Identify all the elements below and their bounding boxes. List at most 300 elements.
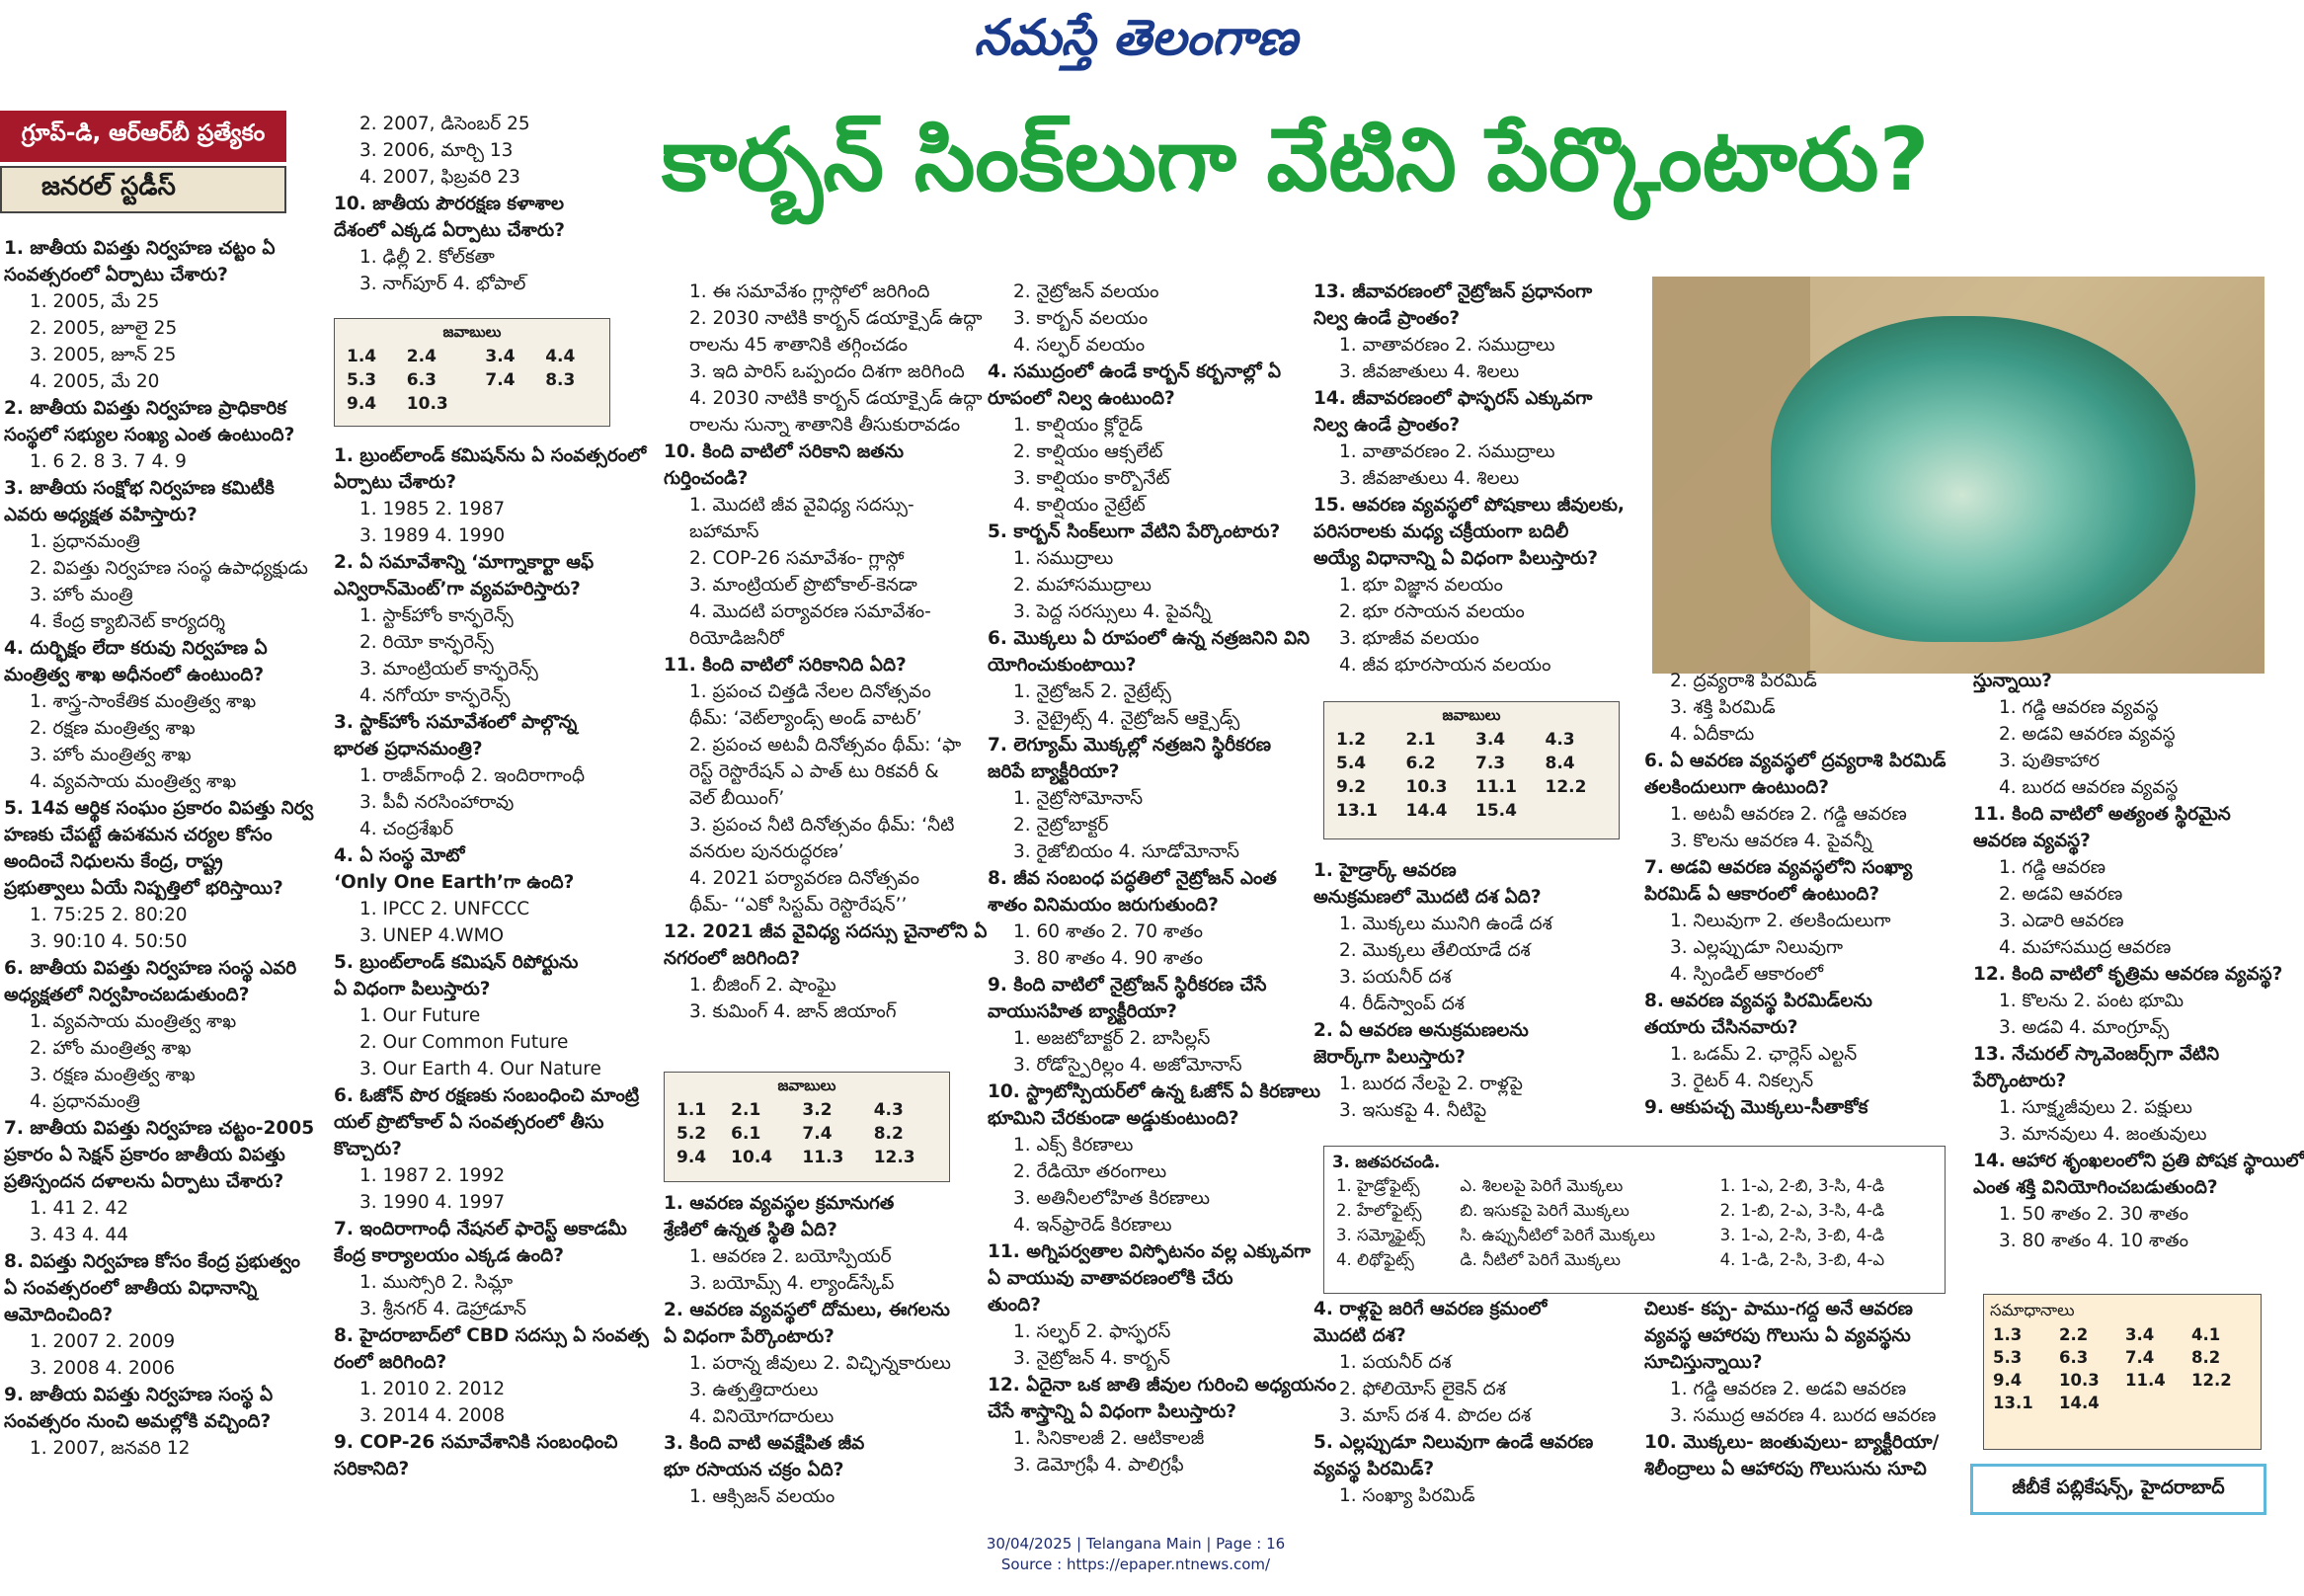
option-line: వనరుల పునరుద్ధరణ’ [689, 841, 844, 862]
answer-cell: 6.1 [731, 1124, 761, 1144]
option-line: 3. ఉత్పత్తిదారులు [689, 1380, 819, 1400]
question-line: 13. నేచురల్‌ స్కావెంజర్స్‌గా వేటిని [1973, 1044, 2220, 1065]
option-line: 4. 2007, ఫిబ్రవరి 23 [359, 167, 520, 188]
option-line: 4. ప్రధానమంత్రి [30, 1091, 140, 1112]
answer-cell: 1.4 [347, 347, 377, 366]
option-line: వెల్‌ బీయింగ్‌’ [689, 788, 785, 809]
option-line: 4. వ్యవసాయ మంత్రిత్వ శాఖ [30, 771, 237, 792]
question-line: 6. జాతీయ విపత్తు నిర్వహణ సంస్థ ఎవరి [4, 958, 297, 979]
answer-box-1 [334, 318, 610, 427]
match-row [1332, 1225, 1937, 1249]
question-line: 8. ఆవరణ వ్యవస్థ పిరమిడ్‌లను [1644, 991, 1872, 1011]
question-line: శ్రేణిలో ఉన్నత స్థితి ఏది? [664, 1220, 837, 1240]
option-line: 3. శ్రీనగర్‌ 4. డెహ్రాడూన్‌ [359, 1299, 527, 1319]
option-line: 2. కాల్షియం ఆక్సలేట్‌ [1013, 441, 1163, 462]
option-line: 4. బురద ఆవరణ వ్యవస్థ [1999, 777, 2179, 798]
answer-cell: 3.4 [1475, 730, 1506, 750]
option-line: 1. 50 శాతం 2. 30 శాతం [1999, 1204, 2188, 1225]
question-line: జెరార్క్‌గా పిలుస్తారు? [1313, 1047, 1466, 1068]
option-line: 3. హోం మంత్రి [30, 585, 133, 605]
option-line: 1. 2007, జనవరి 12 [30, 1438, 191, 1459]
answer-cell: 6.3 [406, 370, 437, 390]
question-line: మొదటి దశ? [1313, 1325, 1406, 1346]
question-line: కేంద్ర కార్యాలయం ఎక్కడ ఉంది? [334, 1245, 564, 1266]
answer-cell: 11.4 [2125, 1371, 2166, 1390]
answer-cell: 4.3 [1545, 730, 1575, 750]
question-line: 11. కింది వాటిలో సరికానిది ఏది? [664, 655, 907, 676]
option-line: 1. 6 2. 8 3. 7 4. 9 [30, 451, 187, 472]
question-line: మంత్రిత్వ శాఖ అధీనంలో ఉంటుంది? [4, 665, 265, 685]
option-line: 3. 2005, జూన్‌ 25 [30, 345, 177, 365]
option-line: 1. గడ్డి ఆవరణ 2. అడవి ఆవరణ [1670, 1379, 1907, 1399]
question-line: 2. ఆవరణ వ్యవస్థలో దోమలు, ఈగలను [664, 1300, 950, 1320]
question-line: తయారు చేసినవారు? [1644, 1017, 1798, 1038]
option-line: రాలను 45 శాతానికి తగ్గించడం [689, 335, 909, 356]
question-line: ఏ వాయువు వాతావరణంలోకి చేరు [988, 1268, 1233, 1289]
answer-row [343, 345, 601, 368]
answer-cell: 3.4 [2125, 1325, 2155, 1344]
option-line: 1. ముస్సోరి 2. సిమ్లా [359, 1272, 514, 1293]
option-line: 1. మొక్కలు మునిగి ఉండే దశ [1339, 914, 1552, 934]
question-line: పేర్కొంటారు? [1973, 1071, 2067, 1091]
answer-cell: 4.1 [2191, 1325, 2221, 1344]
option-line: 1. 2010 2. 2012 [359, 1379, 506, 1399]
option-line: 3. సముద్ర ఆవరణ 4. బురద ఆవరణ [1670, 1405, 1937, 1426]
match-mid-cell: ఎ. శిలలపై పెరిగే మొక్కలు [1460, 1176, 1624, 1195]
option-line: 4. జీవ భూరసాయన వలయం [1339, 655, 1551, 676]
option-line: 4. మొదటి పర్యావరణ సమావేశం- [689, 601, 931, 622]
option-line: 1. సినికాలజీ 2. ఆటికాలజీ [1013, 1428, 1205, 1449]
option-line: 1. స్టాక్‌హోం కాన్ఫరెన్స్‌ [359, 605, 514, 626]
question-line: ‘Only One Earth’గా ఉంది? [334, 872, 575, 893]
option-line: 1. Our Future [359, 1005, 481, 1026]
option-line: 3. కార్బన్‌ వలయం [1013, 308, 1149, 329]
answer-cell: 2.1 [1405, 730, 1436, 750]
question-line: ఆమోదించింది? [4, 1305, 114, 1325]
match-left-cell: 2. హేలోఫైట్స్‌ [1336, 1201, 1422, 1220]
question-line: పిరమిడ్‌ ఏ ఆకారంలో ఉంటుంది? [1644, 884, 1880, 905]
question-line: 6. మొక్కలు ఏ రూపంలో ఉన్న నత్రజనిని విని [988, 628, 1311, 649]
option-line: 3. 43 4. 44 [30, 1225, 129, 1245]
option-line: 3. మాంట్రియల్‌ ప్రొటోకాల్‌-కెనడా [689, 575, 917, 596]
question-line: 4. రాళ్లపై జరిగే ఆవరణ క్రమంలో [1313, 1299, 1548, 1319]
option-line: 4. సల్ఫర్‌ వలయం [1013, 335, 1146, 356]
column-6 [1644, 668, 1980, 1132]
question-line: ప్రకారం ఏ సెక్షన్‌ ప్రకారం జాతీయ విపత్తు [4, 1145, 285, 1165]
column-5-bottom [1313, 857, 1649, 1134]
match-left-cell: 3. సమ్మోఫైట్స్‌ [1336, 1226, 1425, 1244]
question-line: నిల్వ ఉండే ప్రాంతం? [1313, 415, 1461, 436]
question-line: అయ్యే విధానాన్ని ఏ విధంగా పిలుస్తారు? [1313, 548, 1599, 569]
option-line: 3. కుమింగ్‌ 4. జాన్‌ జియాంగ్‌ [689, 1001, 897, 1022]
column-2-bottom [334, 442, 650, 1509]
question-line: 9. COP-26 సమావేశానికి సంబంధించి [334, 1432, 618, 1453]
question-line: ఏ విధంగా పిలుస్తారు? [334, 979, 491, 999]
question-line: జరిపే బ్యాక్టీరియా? [988, 761, 1120, 782]
question-line: సంవత్సరం నుంచి అమల్లోకి వచ్చింది? [4, 1411, 272, 1432]
match-row [1332, 1200, 1937, 1225]
column-6-bottom [1644, 1296, 1980, 1493]
answer-cell: 13.1 [1993, 1394, 2033, 1412]
option-line: 1. అజటోబాక్టర్‌ 2. బాసిల్లస్‌ [1013, 1028, 1211, 1049]
question-line: 11. అగ్నిపర్వతాల విస్ఫోటనం వల్ల ఎక్కువగా [988, 1241, 1311, 1262]
question-line: 7. జాతీయ విపత్తు నిర్వహణ చట్టం-2005 [4, 1118, 315, 1139]
column-3-bottom [664, 1190, 985, 1516]
answer-cell: 10.3 [1405, 777, 1448, 797]
match-table [1332, 1175, 1937, 1274]
option-line: 2. రక్షణ మంత్రిత్వ శాఖ [30, 718, 196, 739]
option-line: 1. కాల్షియం క్లోరైడ్‌ [1013, 415, 1144, 436]
option-line: 3. కొలను ఆవరణ 4. పైవన్నీ [1670, 831, 1872, 851]
option-line: 3. పెద్ద సరస్సులు 4. పైవన్నీ [1013, 601, 1212, 622]
answer-row [1990, 1392, 2255, 1414]
option-line: 2. అడవి ఆవరణ వ్యవస్థ [1999, 724, 2176, 745]
answer-cell: 1.2 [1336, 730, 1367, 750]
question-line: వ్యవస్థ పిరమిడ్‌? [1313, 1459, 1435, 1479]
option-line: 4. కేంద్ర క్యాబినెట్‌ కార్యదర్శి [30, 611, 225, 632]
question-line: సంస్థలో సభ్యుల సంఖ్య ఎంత ఉంటుంది? [4, 425, 295, 445]
option-line: 2. మొక్కలు తేలియాడే దశ [1339, 940, 1531, 961]
match-right-cell: 4. 1-డి, 2-సి, 3-బి, 4-ఎ [1719, 1250, 1885, 1269]
option-line: 1. వ్యవసాయ మంత్రిత్వ శాఖ [30, 1011, 237, 1032]
option-line: 3. రోడోస్పైరిల్లం 4. అజోమోనాస్‌ [1013, 1055, 1242, 1076]
option-line: 1. ఎక్స్‌ కిరణాలు [1013, 1135, 1134, 1156]
question-line: 9. జాతీయ విపత్తు నిర్వహణ సంస్థ ఏ [4, 1385, 274, 1405]
option-line: 3. జీవజాతులు 4. శిలలు [1339, 468, 1520, 489]
option-line: 4. మహాసముద్ర ఆవరణ [1999, 937, 2172, 958]
answer-table [1332, 728, 1611, 823]
answer-cell: 2.4 [406, 347, 437, 366]
option-line: 2. COP-26 సమావేశం- గ్లాస్గో [689, 548, 905, 569]
question-line: 7. ఇందిరాగాంధీ నేషనల్‌ ఫారెస్ట్‌ అకాడమీ [334, 1219, 627, 1239]
option-line: 4. స్పిండిల్‌ ఆకారంలో [1670, 964, 1824, 985]
question-line: అనుక్రమణలో మొదటి దశ ఏది? [1313, 887, 1542, 908]
answer-cell: 8.2 [873, 1124, 904, 1144]
option-line: 3. ఎల్లప్పుడూ నిలువుగా [1670, 937, 1844, 958]
option-line: 1. గడ్డి ఆవరణ వ్యవస్థ [1999, 697, 2159, 718]
answer-row [343, 368, 601, 392]
footer-date-line: 30/04/2025 | Telangana Main | Page : 16 [986, 1535, 1286, 1553]
question-line: చేసే శాస్త్రాన్ని ఏ విధంగా పిలుస్తారు? [988, 1401, 1236, 1422]
option-line: 1. నిలువుగా 2. తలకిందులుగా [1670, 911, 1891, 931]
question-line: 15. ఆవరణ వ్యవస్థలో పోషకాలు జీవులకు, [1313, 495, 1625, 516]
answer-row [1332, 775, 1611, 799]
option-line: 3. రైటర్‌ 4. నికల్సన్‌ [1670, 1071, 1814, 1091]
satellite-photo [1652, 277, 2264, 674]
question-line: ఆవరణ వ్యవస్థ? [1973, 831, 2091, 851]
question-line: 4. సముద్రంలో ఉండే కార్బన్‌ కర్బనాల్లో ఏ [988, 361, 1282, 382]
question-line: 12. ఏదైనా ఒక జాతి జీవుల గురించి అధ్యయనం [988, 1375, 1337, 1396]
answer-cell: 9.4 [676, 1148, 707, 1167]
question-line: 5. ఎల్లప్పుడూ నిలువుగా ఉండే ఆవరణ [1313, 1432, 1594, 1453]
answer-cell [2188, 1392, 2255, 1414]
answer-cell: 8.4 [1545, 754, 1575, 773]
match-right-cell: 2. 1-బి, 2-ఎ, 3-సి, 4-డి [1719, 1201, 1885, 1220]
option-line: 1. బురద నేలపై 2. రాళ్లపై [1339, 1074, 1523, 1094]
answer-cell: 10.3 [406, 394, 448, 414]
photo-algal-bloom [1771, 316, 2195, 642]
question-line: యల్‌ ప్రొటోకాల్‌ ఏ సంవత్సరంలో తీసు [334, 1112, 604, 1133]
question-line: కొచ్చారు? [334, 1139, 402, 1159]
question-line: 5. బ్రుంట్‌లాండ్‌ కమిషన్‌ రిపోర్టును [334, 952, 579, 973]
question-line: 5. 14వ ఆర్థిక సంఘం ప్రకారం విపత్తు నిర్వ [4, 798, 314, 819]
option-line: 4. నగోయా కాన్ఫరెన్స్‌ [359, 685, 511, 706]
question-line: 1. హైడ్రార్క్‌ ఆవరణ [1313, 860, 1457, 881]
option-line: 1. పయనీర్‌ దశ [1339, 1352, 1452, 1373]
match-left-cell: 1. హైడ్రోఫైట్స్‌ [1336, 1176, 1420, 1195]
option-line: 1. మొదటి జీవ వైవిధ్య సదస్సు- [689, 495, 914, 516]
question-line: 12. 2021 జీవ వైవిధ్య సదస్సు చైనాలోని ఏ [664, 921, 988, 942]
option-line: 3. భూజీవ వలయం [1339, 628, 1479, 649]
option-line: 2. హోం మంత్రిత్వ శాఖ [30, 1038, 192, 1059]
question-line: 12. కింది వాటిలో కృత్రిమ ఆవరణ వ్యవస్థ? [1973, 964, 2283, 985]
question-line: 10. జాతీయ పౌరరక్షణ కళాశాల [334, 194, 564, 214]
match-row [1332, 1175, 1937, 1200]
option-line: 2. రేడియో తరంగాలు [1013, 1161, 1167, 1182]
answer-cell: 2.1 [731, 1100, 761, 1120]
question-line: 9. ఆకుపచ్చ మొక్కలు-సీతాకోక [1644, 1097, 1868, 1118]
option-line: 1. ఆవరణ 2. బయోస్పియర్‌ [689, 1246, 892, 1267]
option-line: 2. 2007, డిసెంబర్‌ 25 [359, 114, 530, 134]
option-line: 1. వాతావరణం 2. సముద్రాలు [1339, 335, 1555, 356]
question-line: గుర్తించండి? [664, 468, 749, 489]
option-line: 2. రియో కాన్ఫరెన్స్‌ [359, 632, 494, 653]
column-1 [4, 235, 325, 1460]
option-line: 3. హోం మంత్రిత్వ శాఖ [30, 745, 192, 765]
option-line: 3. శక్తి పిరమిడ్‌ [1670, 697, 1776, 718]
option-line: 1. బీజింగ్‌ 2. షాంఘై [689, 975, 836, 996]
option-line: 3. నైట్రోజన్‌ 4. కార్బన్‌ [1013, 1348, 1170, 1369]
answer-cell: 4.4 [545, 347, 576, 366]
question-line: రూపంలో నిల్వ ఉంటుంది? [988, 388, 1175, 409]
answer-cell [541, 392, 601, 416]
answer-box-3 [1323, 701, 1620, 839]
option-line: 1. సముద్రాలు [1013, 548, 1114, 569]
headline: కార్బన్‌ సింక్‌లుగా వేటిని పేర్కొంటారు? [662, 109, 1930, 210]
column-5-last [1313, 1296, 1649, 1518]
answer-box-title: జవాబులు [1442, 706, 1501, 724]
answer-cell: 7.4 [2125, 1348, 2155, 1367]
column-7 [1973, 668, 2304, 1280]
option-line: 1. గడ్డి ఆవరణ [1999, 857, 2106, 878]
question-line: 8. విపత్తు నిర్వహణ కోసం కేంద్ర ప్రభుత్వం [4, 1251, 300, 1272]
option-line: 1. సల్ఫర్‌ 2. ఫాస్ఫరస్‌ [1013, 1321, 1171, 1342]
question-line: 3. కింది వాటి అవక్షేపిత జీవ [664, 1433, 865, 1454]
answer-cell: 12.2 [2191, 1371, 2232, 1390]
option-line: 1. 75:25 2. 80:20 [30, 905, 188, 925]
option-line: 4. 2005, మే 20 [30, 371, 160, 392]
option-line: రియోడిజనీరో [689, 628, 784, 649]
option-line: 3. పుతికాహార [1999, 751, 2101, 771]
option-line: 4. ఇన్‌ఫ్రారెడ్‌ కిరణాలు [1013, 1215, 1172, 1236]
answer-row [1990, 1346, 2255, 1369]
option-line: 2. నైట్రోజన్‌ వలయం [1013, 281, 1159, 302]
answer-cell: 3.2 [802, 1100, 833, 1120]
option-line: 2. ప్రపంచ అటవీ దినోత్సవం థీమ్‌: ‘ఫా [689, 735, 962, 756]
answer-cell [1542, 799, 1612, 823]
option-line: 1. సూక్ష్మజీవులు 2. పక్షులు [1999, 1097, 2192, 1118]
question-line: రంలో జరిగింది? [334, 1352, 447, 1373]
question-line: భారత ప్రధానమంత్రి? [334, 739, 483, 759]
option-line: 2. మహాసముద్రాలు [1013, 575, 1152, 596]
answer-cell [2122, 1392, 2188, 1414]
option-line: 3. UNEP 4.WMO [359, 925, 505, 946]
question-line: ఎవరు అధ్యక్షత వహిస్తారు? [4, 505, 198, 525]
option-line: 1. ఒడమ్‌ 2. ఛార్లెస్‌ ఎల్టన్‌ [1670, 1044, 1858, 1065]
option-line: 3. ఎడారి ఆవరణ [1999, 911, 2124, 931]
answer-cell: 8.3 [545, 370, 576, 390]
answer-cell: 5.4 [1336, 754, 1367, 773]
question-line: సరికానిది? [334, 1459, 410, 1479]
question-line: శాతం వినిమయం జరుగుతుంది? [988, 895, 1219, 916]
masthead-logo: నమస్తే తెలంగాణ [974, 8, 1298, 66]
section-title: జనరల్‌ స్టడీస్‌ [0, 166, 286, 213]
answer-cell: 7.4 [485, 370, 516, 390]
option-line: 1. 1987 2. 1992 [359, 1165, 506, 1186]
answer-cell: 5.3 [1993, 1348, 2023, 1367]
answer-row [1332, 728, 1611, 752]
answer-row [1990, 1369, 2255, 1392]
match-row [1332, 1249, 1937, 1274]
footer-source-line: Source : https://epaper.ntnews.com/ [1000, 1556, 1271, 1573]
option-line: థీమ్‌- ‘‘ఎకో సిస్టమ్‌ రెస్టొరేషన్‌’’ [689, 895, 908, 916]
question-line: నిల్వ ఉండే ప్రాంతం? [1313, 308, 1461, 329]
option-line: 3. డెమోగ్రఫీ 4. పాలిగ్రఫీ [1013, 1455, 1184, 1476]
option-line: 2. అడవి ఆవరణ [1999, 884, 2123, 905]
option-line: 4. వినియోగదారులు [689, 1406, 834, 1427]
match-right-cell: 3. 1-ఎ, 2-సి, 3-బి, 4-డి [1719, 1226, 1885, 1244]
answer-row [673, 1146, 941, 1169]
question-line: ఏ విధంగా పేర్కొంటారు? [664, 1326, 834, 1347]
answer-cell: 7.3 [1475, 754, 1506, 773]
question-line: 10. కింది వాటిలో సరికాని జతను [664, 441, 905, 462]
option-line: 3. 2006, మార్చి 13 [359, 140, 514, 161]
option-line: థీమ్‌: ‘వెట్‌ల్యాండ్స్‌ అండ్‌ వాటర్‌’ [689, 708, 922, 729]
option-line: 2. 2005, జూలై 25 [30, 318, 178, 339]
answer-row [673, 1122, 941, 1146]
question-line: ప్రభుత్వాలు ఏయే నిష్పత్తిలో భరిస్తాయి? [4, 878, 283, 899]
answer-cell: 3.4 [485, 347, 516, 366]
answer-row [1332, 799, 1611, 823]
question-line: 14. ఆహార శృంఖలంలోని ప్రతి పోషక స్థాయిలో [1973, 1151, 2304, 1171]
option-line: 1. 60 శాతం 2. 70 శాతం [1013, 921, 1203, 942]
answer-cell: 11.1 [1475, 777, 1517, 797]
option-line: 2. నైట్రోబాక్టర్‌ [1013, 815, 1109, 836]
option-line: 3. 1990 4. 1997 [359, 1192, 506, 1213]
option-line: 3. 80 శాతం 4. 90 శాతం [1013, 948, 1203, 969]
answer-cell: 7.4 [802, 1124, 833, 1144]
match-mid-cell: బి. ఇసుకపై పెరిగే మొక్కలు [1460, 1201, 1629, 1220]
answer-cell: 5.2 [676, 1124, 707, 1144]
match-right-cell: 1. 1-ఎ, 2-బి, 3-సి, 4-డి [1719, 1176, 1885, 1195]
answer-cell: 14.4 [1405, 801, 1448, 821]
question-line: హణకు చేపట్టే ఉపశమన చర్యల కోసం [4, 825, 273, 845]
answer-cell: 11.3 [802, 1148, 844, 1167]
option-line: 2. ఫోలియోస్‌ లైకెన్‌ దశ [1339, 1379, 1506, 1399]
question-line: 1. జాతీయ విపత్తు నిర్వహణ చట్టం ఏ [4, 238, 276, 259]
option-line: 1. పరాన్న జీవులు 2. విచ్ఛిన్నకారులు [689, 1353, 951, 1374]
question-line: సంవత్సరంలో ఏర్పాటు చేశారు? [4, 265, 228, 285]
question-line: తుంది? [988, 1295, 1041, 1316]
option-line: 3. ఇది పారిస్‌ ఒప్పందం దిశగా జరిగింది [689, 361, 965, 382]
option-line: 3. మాంట్రియల్‌ కాన్ఫరెన్స్‌ [359, 659, 538, 679]
question-line: స్తున్నాయి? [1973, 671, 2052, 691]
question-line: 3. జాతీయ సంక్షోభ నిర్వహణ కమిటీకి [4, 478, 275, 499]
question-line: ఎంత శక్తి వినియోగించబడుతుంది? [1973, 1177, 2218, 1198]
question-line: ఎన్విరాన్‌మెంట్‌’గా వ్యవహరిస్తారు? [334, 579, 581, 599]
question-line: 4. ఏ సంస్థ మోటో [334, 845, 465, 866]
answer-cell: 10.3 [2059, 1371, 2100, 1390]
question-line: దేశంలో ఎక్కడ ఏర్పాటు చేశారు? [334, 220, 565, 241]
page-footer [889, 1534, 1383, 1575]
question-line: తలకిందులుగా ఉంటుంది? [1644, 777, 1830, 798]
question-line: 10. మొక్కలు- జంతువులు- బ్యాక్టీరియా/ [1644, 1432, 1940, 1453]
answer-cell: 1.1 [676, 1100, 707, 1120]
option-line: 3. 80 శాతం 4. 10 శాతం [1999, 1231, 2188, 1251]
option-line: 3. మానవులు 4. జంతువులు [1999, 1124, 2207, 1145]
option-line: 4. ఏదీకాదు [1670, 724, 1755, 745]
question-line: 13. జీవావరణంలో నైట్రోజన్‌ ప్రధానంగా [1313, 281, 1593, 302]
match-title: 3. జతపరచండి. [1332, 1153, 1441, 1171]
answer-cell: 12.2 [1545, 777, 1587, 797]
option-line: రాలను సున్నా శాతానికి తీసుకురావడం [689, 415, 961, 436]
answer-box-2 [664, 1072, 950, 1182]
answer-cell: 6.3 [2059, 1348, 2089, 1367]
option-line: 1. 41 2. 42 [30, 1198, 129, 1219]
question-line: 11. కింది వాటిలో అత్యంత స్థిరమైన [1973, 804, 2231, 825]
option-line: 3. 1989 4. 1990 [359, 525, 506, 546]
answer-row [1990, 1323, 2255, 1346]
question-line: వాయుసహిత బ్యాక్టీరియా? [988, 1001, 1177, 1022]
option-line: 1. వాతావరణం 2. సముద్రాలు [1339, 441, 1555, 462]
answer-table [673, 1098, 941, 1169]
answer-row [343, 392, 601, 416]
option-line: 1. రాజీవ్‌గాంధీ 2. ఇందిరాగాంధీ [359, 765, 586, 786]
answer-cell [481, 392, 541, 416]
answer-cell: 1.3 [1993, 1325, 2023, 1344]
option-line: 2. 2030 నాటికి కార్బన్‌ డయాక్సైడ్‌ ఉద్గా [689, 308, 983, 329]
column-5 [1313, 279, 1649, 683]
option-line: 3. 2014 4. 2008 [359, 1405, 506, 1426]
option-line: 4. చంద్రశేఖర్‌ [359, 819, 454, 839]
option-line: 3. జీవజాతులు 4. శిలలు [1339, 361, 1520, 382]
answer-cell: 9.4 [1993, 1371, 2023, 1390]
question-line: 1. ఆవరణ వ్యవస్థల క్రమానుగత [664, 1193, 895, 1214]
question-line: 9. కింది వాటిలో నైట్రోజన్‌ స్థిరీకరణ చేసే [988, 975, 1267, 996]
question-line: 10. స్ట్రాటోస్పియర్‌లో ఉన్న ఓజోన్‌ ఏ కిరణాలు [988, 1081, 1321, 1102]
answer-cell: 5.3 [347, 370, 377, 390]
answer-cell: 6.2 [1405, 754, 1436, 773]
question-line: ఏర్పాటు చేశారు? [334, 472, 456, 493]
answer-box-4 [1983, 1294, 2262, 1450]
option-line: 3. మాస్‌ దశ 4. పొదల దశ [1339, 1405, 1532, 1426]
question-line: 8. జీవ సంబంధ పద్ధతిలో నైట్రోజన్‌ ఎంత [988, 868, 1277, 889]
answer-cell: 14.4 [2059, 1394, 2100, 1412]
option-line: 4. రీడ్‌స్వాంప్‌ దశ [1339, 994, 1465, 1014]
option-line: 1. ఆక్సిజన్‌ వలయం [689, 1486, 835, 1507]
question-line: అందించే నిధులను కేంద్ర, రాష్ట్ర [4, 851, 223, 872]
option-line: 1. భూ విజ్ఞాన వలయం [1339, 575, 1503, 596]
question-line: 14. జీవావరణంలో ఫాస్ఫరస్‌ ఎక్కువగా [1313, 388, 1593, 409]
option-line: 3. పయనీర్‌ దశ [1339, 967, 1452, 988]
option-line: 3. బయోమ్స్‌ 4. ల్యాండ్‌స్కేప్‌ [689, 1273, 895, 1294]
match-the-following-box [1323, 1146, 1946, 1294]
question-line: 4. దుర్భిక్షం లేదా కరువు నిర్వహణ ఏ [4, 638, 268, 659]
option-line: 3. కాల్షియం కార్బొనేట్‌ [1013, 468, 1170, 489]
option-line: 3. పీవీ నరసింహారావు [359, 792, 515, 813]
option-line: 3. 90:10 4. 50:50 [30, 931, 188, 952]
option-line: 3. అతినీలలోహిత కిరణాలు [1013, 1188, 1211, 1209]
